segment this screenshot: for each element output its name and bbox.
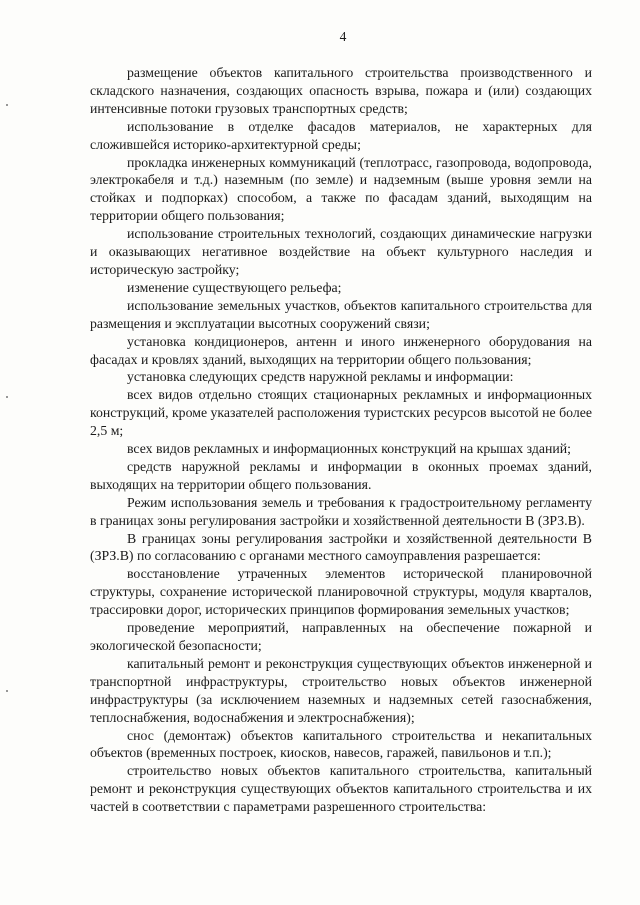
paragraph: проведение мероприятий, направленных на обеспечение пожарной и экологической безопасности; <box>90 620 592 653</box>
paragraph: Режим использования земель и требования к градостроительному регламенту в границах зоны регулирования застройки и хозяйственной деятельности В (ЗРЗ.В). <box>90 494 592 528</box>
paragraph: всех видов рекламных и информационных конструкций на крышах зданий; <box>127 441 571 457</box>
paragraph: капитальный ремонт и реконструкция существующих объектов инженерной и транспортной инфраструктуры, строительство новых объектов инженерной инфраструктуры (за исключением наземных и надземных сетей газоснабжения, теплоснабжения, водоснабжения и электроснабжения); <box>90 655 592 725</box>
scan-speck <box>6 104 8 106</box>
paragraph: всех видов отдельно стоящих стационарных рекламных и информационных конструкций, кроме указателей расположения туристских ресурсов высотой не более 2,5 м; <box>90 387 592 439</box>
paragraph: восстановление утраченных элементов исторической планировочной структуры, сохранение исторической планировочной структуры, модуля кварталов, трассировки дорог, исторических принципов формирования земельных участков; <box>90 566 592 618</box>
scan-speck <box>6 396 8 398</box>
paragraph: установка кондиционеров, антенн и иного инженерного оборудования на фасадах и кровлях зданий, выходящих на территории общего пользования; <box>90 333 592 367</box>
page-number: 4 <box>339 29 347 44</box>
paragraph: использование земельных участков, объектов капитального строительства для размещения и эксплуатации высотных сооружений связи; <box>90 297 592 331</box>
paragraph: использование строительных технологий, создающих динамические нагрузки и оказывающих негативное воздействие на объект культурного наследия и историческую застройку; <box>90 226 592 277</box>
paragraph: В границах зоны регулирования застройки и хозяйственной деятельности В (ЗРЗ.В) по согласованию с органами местного самоуправления разрешается: <box>90 530 592 564</box>
paragraph: изменение существующего рельефа; <box>127 279 342 295</box>
paragraph: установка следующих средств наружной рекламы и информации: <box>127 369 514 385</box>
paragraph: прокладка инженерных коммуникаций (теплотрасс, газопровода, водопровода, электрокабеля и т.д.) наземным (по земле) и надземным (выше уровня земли на стойках и подпорках) способом, а также по фасадам зданий, выходящим на территории общего пользования; <box>90 154 592 224</box>
paragraph: размещение объектов капитального строительства производственного и складского назначения, создающих опасность взрыва, пожара и (или) создающих интенсивные потоки грузовых транспортных средств; <box>90 65 592 116</box>
paragraph: средств наружной рекламы и информации в оконных проемах зданий, выходящих на территории общего пользования. <box>90 458 592 492</box>
paragraph: строительство новых объектов капитального строительства, капитальный ремонт и реконструкция существующих объектов капитального строительства и их частей в соответствии с параметрами разрешенного строительства: <box>90 763 592 815</box>
paragraph: использование в отделке фасадов материалов, не характерных для сложившейся историко-архитектурной среды; <box>90 118 592 152</box>
document-body <box>90 64 592 816</box>
scan-speck <box>6 690 8 692</box>
paragraph: снос (демонтаж) объектов капитального строительства и некапитальных объектов (временных построек, киосков, навесов, гаражей, павильонов и т.п.); <box>90 727 592 761</box>
